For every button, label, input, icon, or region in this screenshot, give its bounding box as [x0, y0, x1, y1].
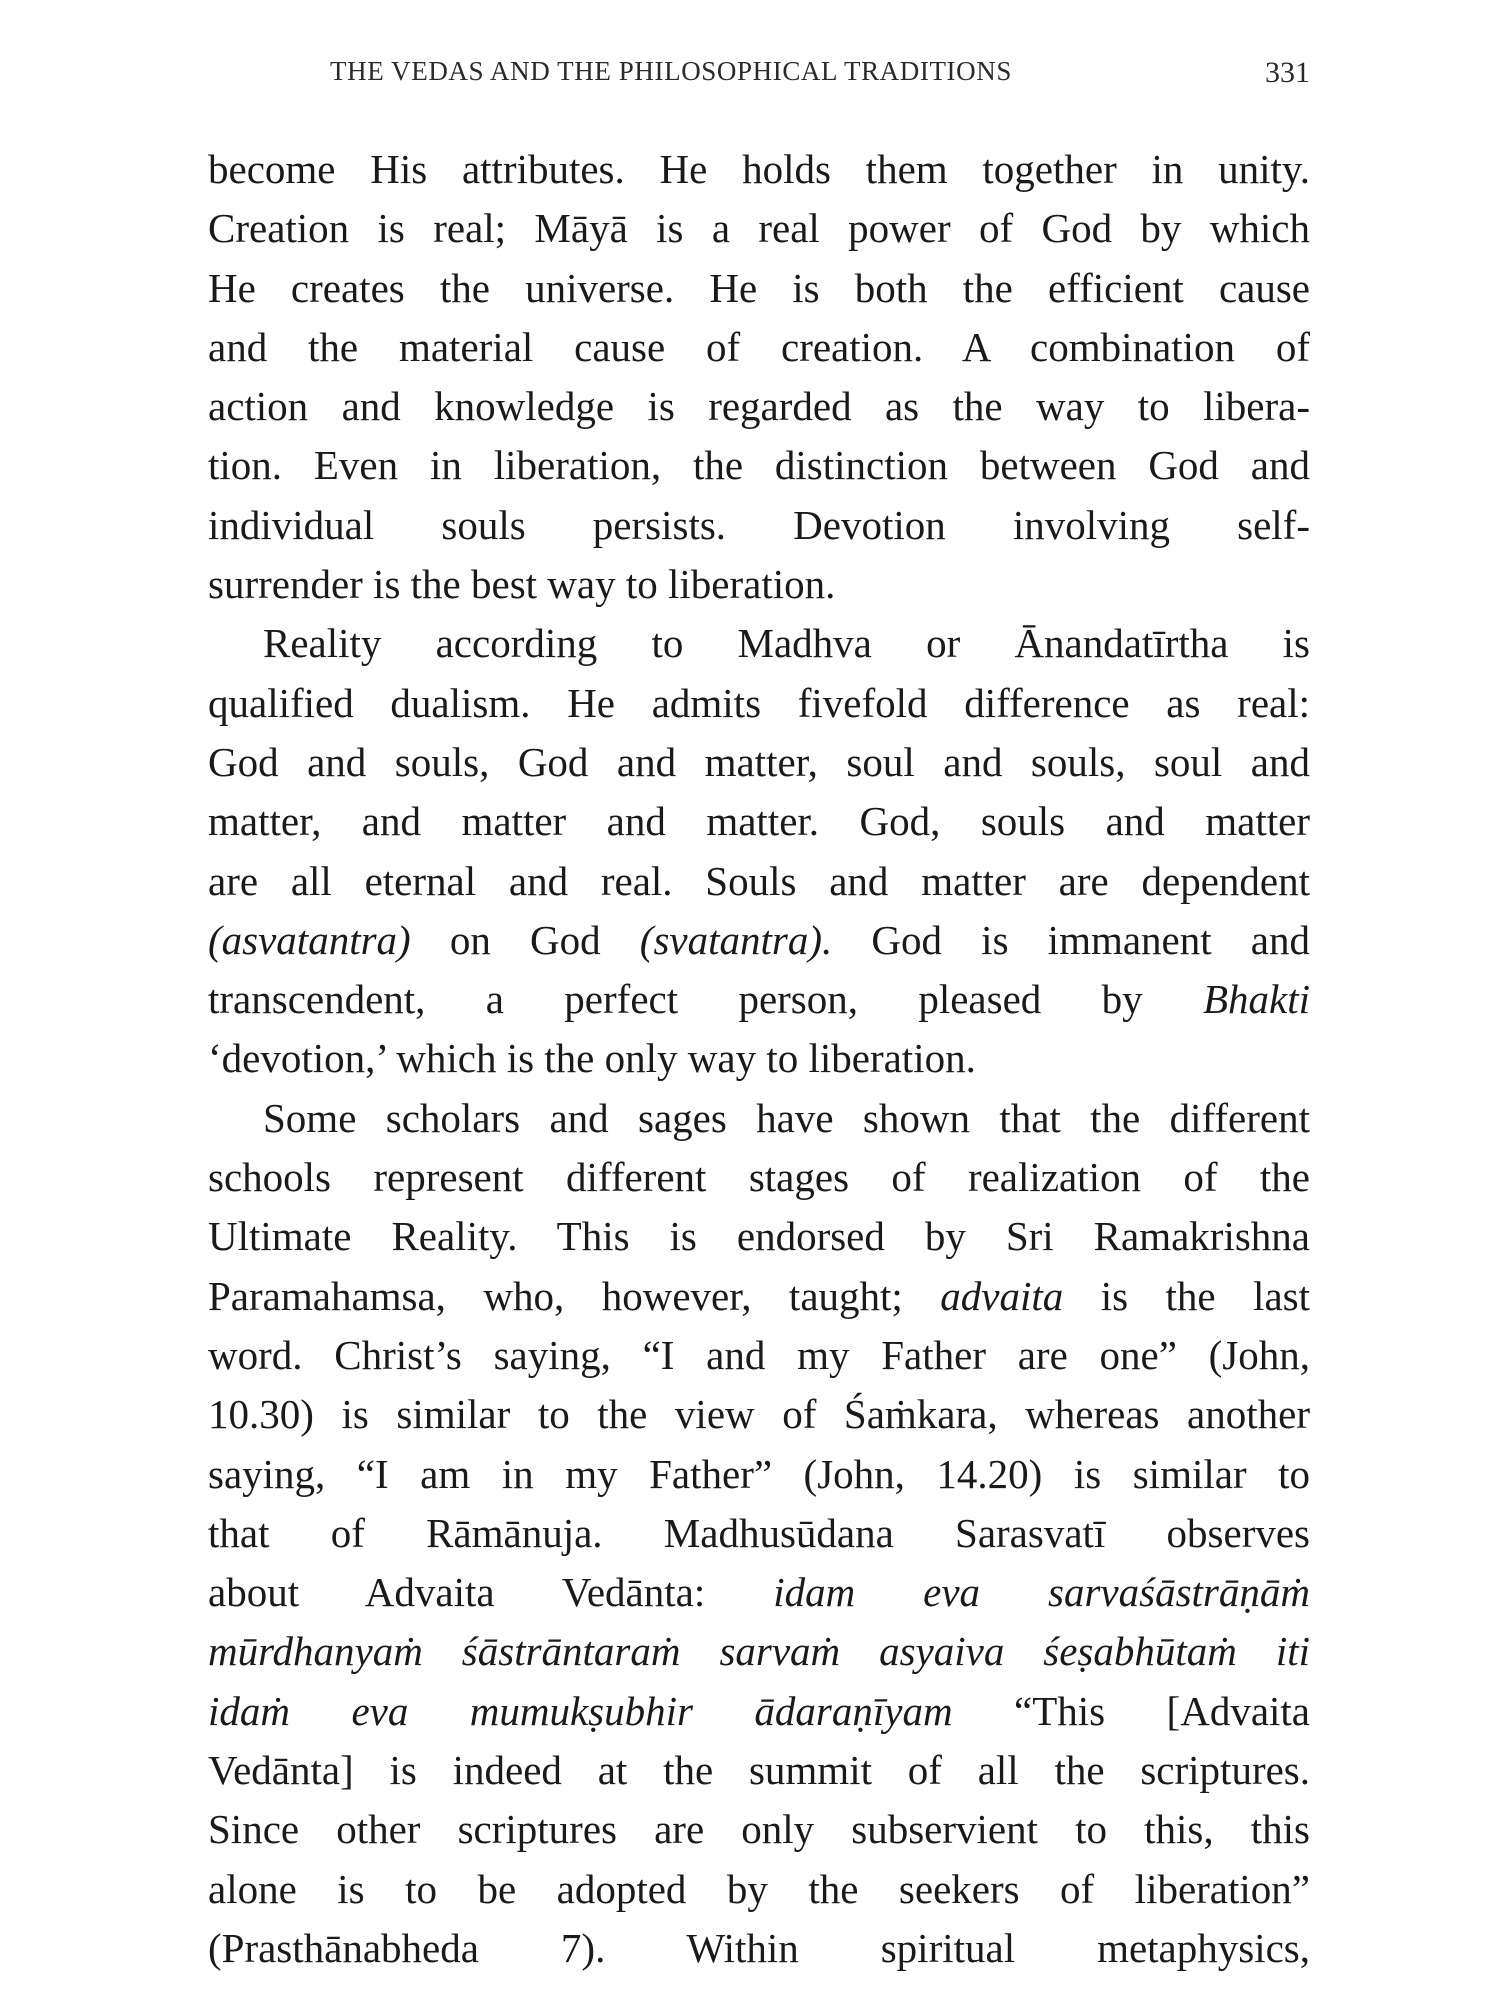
- text-line: [208, 496, 1310, 555]
- text-line: [208, 1029, 1310, 1088]
- italic-text: idam eva sarvaśāstrāṇāṁ: [773, 1569, 1310, 1616]
- text-run: Paramahamsa, who, however, taught;: [208, 1272, 941, 1319]
- italic-text: idaṁ eva mumukṣubhir ādaraṇīyam: [208, 1687, 953, 1734]
- text-line: [208, 1504, 1310, 1563]
- text-line: [208, 852, 1310, 911]
- text-line: [208, 436, 1310, 495]
- text-run: individual souls persists. Devotion involving self-: [208, 501, 1310, 548]
- italic-text: mūrdhanyaṁ śāstrāntaraṁ sarvaṁ asyaiva śeṣabhūtaṁ iti: [208, 1628, 1310, 1675]
- text-line: [208, 199, 1310, 258]
- text-run: Some scholars and sages have shown that the different: [263, 1094, 1310, 1141]
- text-line: [208, 140, 1310, 199]
- italic-text: (asvatantra): [208, 916, 411, 963]
- body-text: [208, 140, 1310, 1978]
- text-run: schools represent different stages of realization of the: [208, 1154, 1310, 1201]
- text-run: ‘devotion,’ which is the only way to liberation.: [208, 1035, 976, 1082]
- text-run: become His attributes. He holds them together in unity.: [208, 146, 1310, 192]
- text-run: alone is to be adopted by the seekers of liberation”: [208, 1865, 1310, 1912]
- text-run: that of Rāmānuja. Madhusūdana Sarasvatī observes: [208, 1509, 1310, 1556]
- text-line: [208, 911, 1310, 970]
- text-line: [208, 1919, 1310, 1978]
- text-run: word. Christ’s saying, “I and my Father are one” (John,: [208, 1331, 1310, 1378]
- text-run: surrender is the best way to liberation.: [208, 561, 836, 608]
- text-run: Reality according to Madhva or Ānandatīrtha is: [263, 620, 1310, 667]
- text-line: [208, 1385, 1310, 1444]
- text-line: [208, 1326, 1310, 1385]
- page-number: 331: [1265, 56, 1310, 89]
- text-run: tion. Even in liberation, the distinction between God and: [208, 442, 1310, 489]
- text-run: Vedānta] is indeed at the summit of all the scriptures.: [208, 1747, 1310, 1794]
- text-run: and the material cause of creation. A combination of: [208, 323, 1310, 370]
- text-line: [208, 1089, 1310, 1148]
- text-run: transcendent, a perfect person, pleased by: [208, 976, 1203, 1023]
- text-run: on God: [410, 916, 640, 963]
- text-run: He creates the universe. He is both the efficient cause: [208, 264, 1310, 311]
- text-run: “This [Advaita: [952, 1687, 1310, 1734]
- text-run: Creation is real; Māyā is a real power of God by which: [208, 205, 1310, 252]
- text-line: [208, 614, 1310, 673]
- text-line: [208, 1207, 1310, 1266]
- text-line: [208, 1563, 1310, 1622]
- text-line: [208, 1860, 1310, 1919]
- text-line: [208, 555, 1310, 614]
- text-line: [208, 1622, 1310, 1681]
- text-line: [208, 1445, 1310, 1504]
- text-line: [208, 1741, 1310, 1800]
- text-line: [208, 259, 1310, 318]
- text-line: [208, 1148, 1310, 1207]
- italic-text: (svatantra).: [639, 916, 833, 963]
- text-run: (Prasthānabheda 7). Within spiritual metaphysics,: [208, 1924, 1310, 1971]
- text-run: Ultimate Reality. This is endorsed by Sri Ramakrishna: [208, 1213, 1310, 1260]
- italic-text: advaita: [940, 1272, 1064, 1319]
- text-run: are all eternal and real. Souls and matter are dependent: [208, 857, 1310, 904]
- text-run: action and knowledge is regarded as the way to libera-: [208, 383, 1310, 430]
- text-line: [208, 674, 1310, 733]
- text-run: Since other scriptures are only subservient to this, this: [208, 1806, 1310, 1853]
- text-run: God is immanent and: [832, 916, 1310, 963]
- running-title: THE VEDAS AND THE PHILOSOPHICAL TRADITIONS: [330, 56, 1012, 86]
- text-run: 10.30) is similar to the view of Śaṁkara, whereas another: [208, 1391, 1310, 1438]
- italic-text: Bhakti: [1202, 976, 1310, 1023]
- running-head: [330, 56, 1310, 96]
- text-line: [208, 1800, 1310, 1859]
- text-line: [208, 733, 1310, 792]
- text-line: [208, 1682, 1310, 1741]
- text-line: [208, 1267, 1310, 1326]
- text-run: about Advaita Vedānta:: [208, 1569, 774, 1616]
- text-run: qualified dualism. He admits fivefold difference as real:: [208, 679, 1310, 726]
- text-run: saying, “I am in my Father” (John, 14.20) is similar to: [208, 1450, 1310, 1497]
- text-line: [208, 377, 1310, 436]
- text-run: God and souls, God and matter, soul and souls, soul and: [208, 738, 1310, 785]
- text-run: is the last: [1063, 1272, 1310, 1319]
- text-line: [208, 318, 1310, 377]
- text-line: [208, 970, 1310, 1029]
- text-line: [208, 792, 1310, 851]
- text-run: matter, and matter and matter. God, souls and matter: [208, 798, 1310, 845]
